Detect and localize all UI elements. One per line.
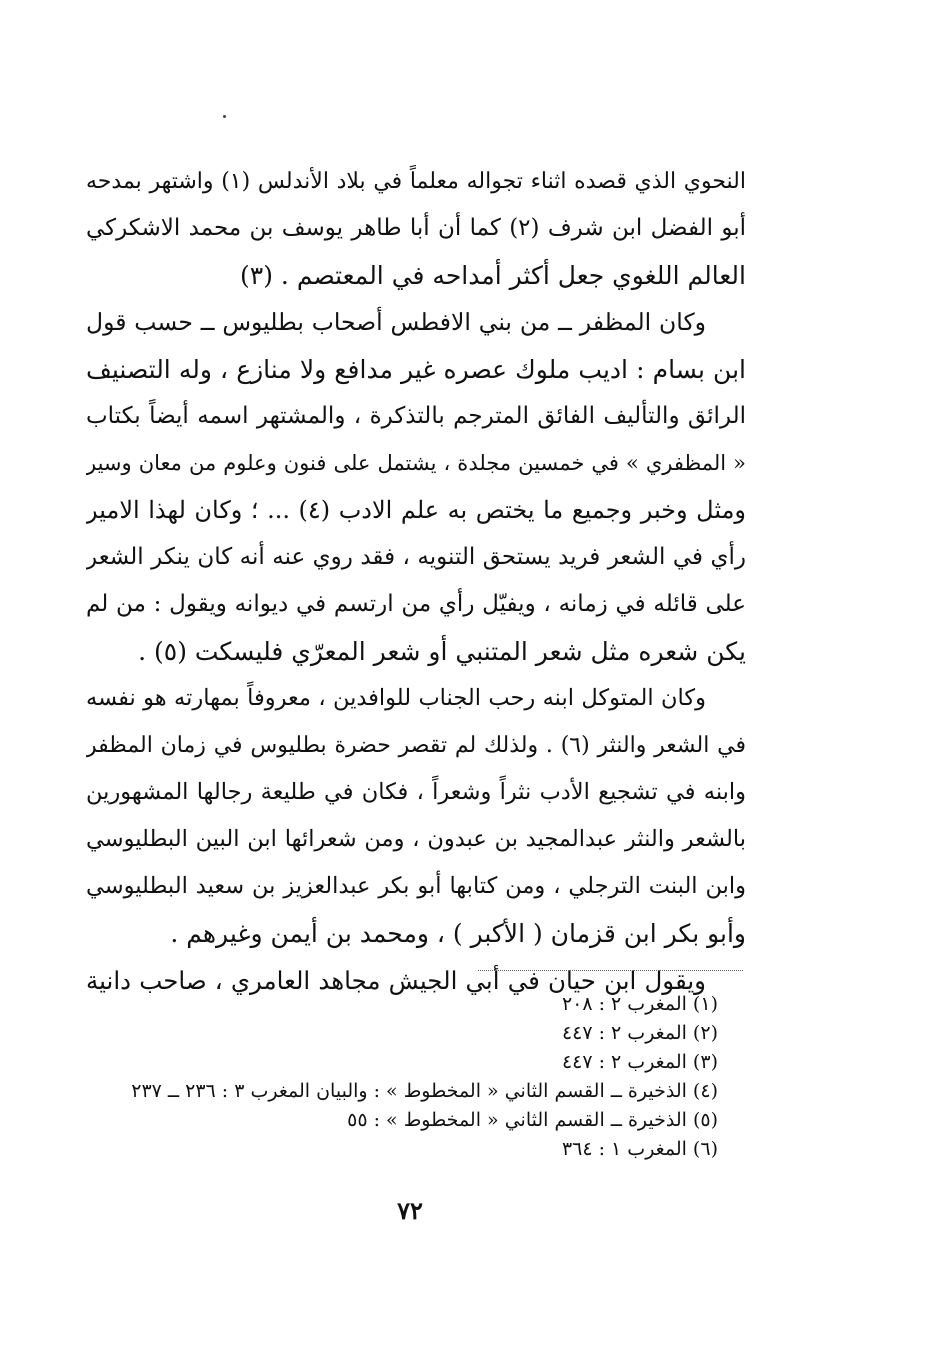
body-line: العالم اللغوي جعل أكثر أمداحه في المعتصم . (٣): [240, 261, 746, 290]
body-line: وابنه في تشجيع الأدب نثراً وشعراً ، فكان في طليعة رجالها المشهورين: [86, 779, 746, 805]
footnote: (٥) الذخيرة ــ القسم الثاني « المخطوط » : ٥٥: [347, 1109, 718, 1131]
footnote-separator: [478, 970, 743, 971]
body-line: الرائق والتأليف الفائق المترجم بالتذكرة ، والمشتهر اسمه أيضاً بكتاب: [86, 403, 746, 429]
footnote: (١) المغرب ٢ : ٢٠٨: [561, 993, 718, 1015]
body-line: وكان المتوكل ابنه رحب الجناب للوافدين ، معروفاً بمهارته هو نفسه: [86, 685, 706, 711]
footnote: (٣) المغرب ٢ : ٤٤٧: [561, 1051, 718, 1073]
body-line: وأبو بكر ابن قزمان ( الأكبر ) ، ومحمد بن أيمن وغيرهم .: [170, 919, 746, 948]
footnote: (٤) الذخيرة ــ القسم الثاني « المخطوط » : والبيان المغرب ٣ : ٢٣٦ ــ ٢٣٧: [131, 1080, 718, 1102]
footnote: (٢) المغرب ٢ : ٤٤٧: [561, 1022, 718, 1044]
ink-speck: [223, 115, 226, 118]
body-line: وابن البنت الترجلي ، ومن كتابها أبو بكر عبدالعزيز بن سعيد البطليوسي: [86, 873, 746, 899]
body-line: رأي في الشعر فريد يستحق التنويه ، فقد روي عنه أنه كان ينكر الشعر: [86, 544, 746, 570]
body-line: النحوي الذي قصده اثناء تجواله معلماً في بلاد الأندلس (١) واشتهر بمدحه: [86, 169, 746, 194]
body-line: ويقول ابن حيان في أبي الجيش مجاهد العامري ، صاحب دانية: [86, 966, 706, 995]
page-number: ٧٢: [397, 1196, 423, 1225]
body-line: ابن بسام : اديب ملوك عصره غير مدافع ولا منازع ، وله التصنيف: [86, 355, 746, 384]
body-line: وكان المظفر ــ من بني الافطس أصحاب بطليوس ــ حسب قول: [86, 308, 706, 336]
body-line: في الشعر والنثر (٦) . ولذلك لم تقصر حضرة بطليوس في زمان المظفر: [86, 733, 746, 758]
footnote: (٦) المغرب ١ : ٣٦٤: [561, 1138, 718, 1160]
body-line: على قائله في زمانه ، ويفيّل رأي من ارتسم في ديوانه ويقول : من لم: [86, 591, 746, 617]
body-line: بالشعر والنثر عبدالمجيد بن عبدون ، ومن شعرائها ابن البين البطليوسي: [86, 826, 746, 852]
body-line: ومثل وخبر وجميع ما يختص به علم الادب (٤) ... ؛ وكان لهذا الامير: [86, 496, 746, 524]
body-line: « المظفري » في خمسين مجلدة ، يشتمل على فنون وعلوم من معان وسير: [86, 451, 746, 475]
body-text: [86, 158, 746, 1004]
body-line: يكن شعره مثل شعر المتنبي أو شعر المعرّي فليسكت (٥) .: [138, 637, 746, 666]
body-line: أبو الفضل ابن شرف (٢) كما أن أبا طاهر يوسف بن محمد الاشكركي: [86, 215, 746, 241]
footnotes: [100, 990, 718, 1164]
